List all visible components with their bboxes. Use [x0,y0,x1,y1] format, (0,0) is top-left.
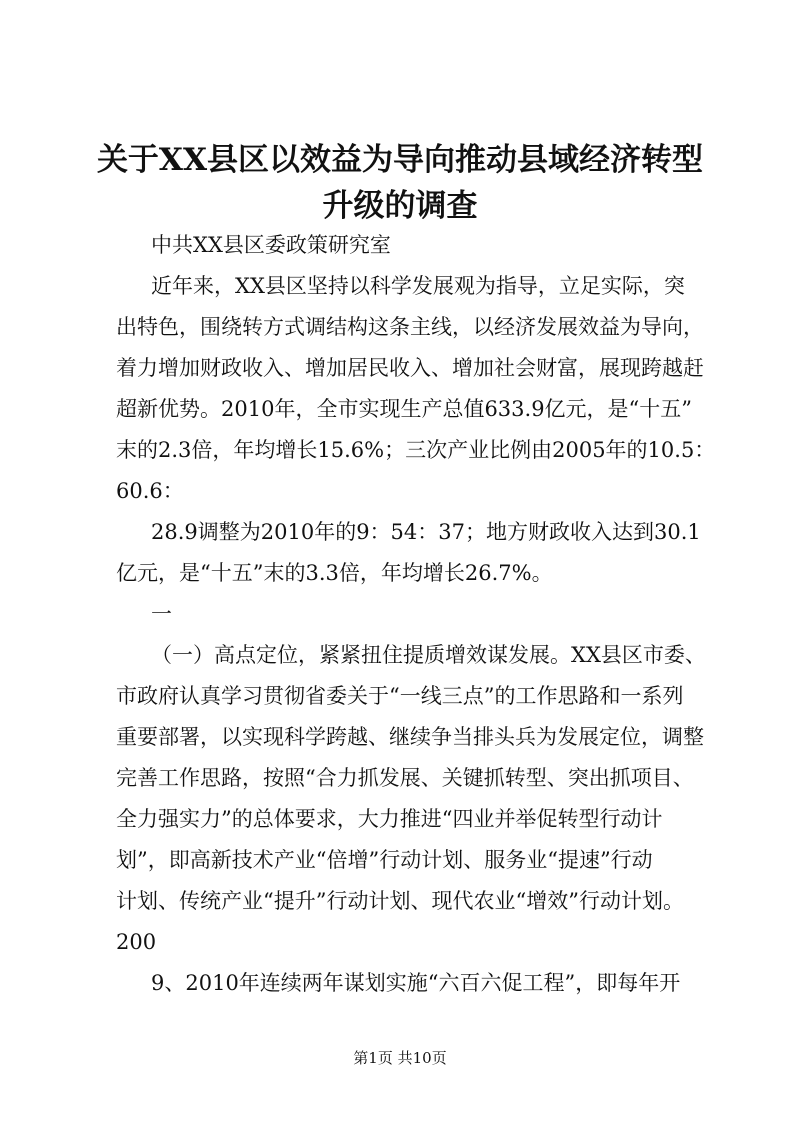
body-line-17: 200 [116,930,157,954]
page-number-footer: 第1页 共10页 [353,1049,447,1067]
document-title-line-2: 升级的调查 [322,188,478,224]
body-line-13: 完善工作思路，按照“合力抓发展、关键抓转型、突出抓项目、 [116,766,694,790]
body-line-8: 亿元，是“十五”末的3.3倍，年均增长26.7%。 [116,561,553,585]
document-title-line-1: 关于XX县区以效益为导向推动县域经济转型 [96,142,704,178]
body-line-15: 划”，即高新技术产业“倍增”行动计划、服务业“提速”行动 [116,848,653,872]
body-line-2: 出特色，围绕转方式调结构这条主线，以经济发展效益为导向， [116,315,704,339]
body-line-16: 计划、传统产业“提升”行动计划、现代农业“增效”行动计划。 [116,889,684,913]
body-line-7: 28.9调整为2010年的9：54：37；地方财政收入达到30.1 [151,520,701,544]
body-line-3: 着力增加财政收入、增加居民收入、增加社会财富，展现跨越赶 [116,356,704,380]
body-line-12: 重要部署，以实现科学跨越、继续争当排头兵为发展定位，调整 [116,725,704,749]
body-line-14: 全力强实力”的总体要求，大力推进“四业并举促转型行动计 [116,807,663,831]
author-line: 中共XX县区委政策研究室 [151,233,391,257]
body-line-18: 9、2010年连续两年谋划实施“六百六促工程”，即每年开 [151,971,681,995]
body-line-4: 超新优势。2010年，全市实现生产总值633.9亿元，是“十五” [116,397,693,421]
body-line-5: 末的2.3倍，年均增长15.6%；三次产业比例由2005年的10.5： [116,438,716,462]
body-line-6: 60.6： [116,479,184,503]
section-marker: 一 [151,602,172,626]
body-line-1: 近年来，XX县区坚持以科学发展观为指导，立足实际，突 [151,274,685,298]
body-line-11: 市政府认真学习贯彻省委关于“一线三点”的工作思路和一系列 [116,684,684,708]
body-line-10: （一）高点定位，紧紧扭住提质增效谋发展。XX县区市委、 [151,643,706,667]
